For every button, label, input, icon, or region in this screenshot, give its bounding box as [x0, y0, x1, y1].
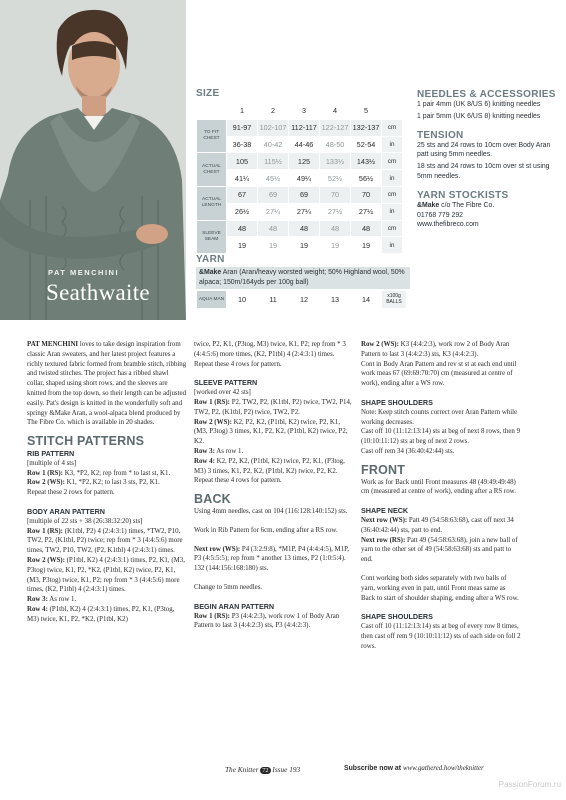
column-3	[361, 340, 521, 652]
neck-row-1	[361, 516, 521, 536]
row-text: (K1tbl, P2) 4 (2:4:3:1) times, *TW2, P10, TW2, P2, (K1tbl, P2) twice; rep from * 3 (4:4:5:6) more times, TW2, P10, TW2, (P2, K1tbl) 4 (2:4:3:1) times.	[27, 527, 183, 555]
table-cell: 48	[289, 220, 320, 237]
front-shoulders-cast-off: Cast off 10 (11:12:13:14) sts at beg of every row 8 times, then cast off rem 9 (10:10:11:12) sts of each side on foll 2 rows.	[361, 623, 521, 650]
size-heading: SIZE	[196, 88, 220, 99]
yarn-balls-cell: 12	[289, 291, 320, 309]
row-label: Row 4:	[194, 457, 215, 465]
tension-1: 25 sts and 24 rows to 10cm over Body Aran patt using 5mm needles.	[417, 141, 551, 159]
yarn-unit: x100g BALLS	[382, 291, 407, 309]
row-label: Row 4:	[27, 605, 48, 613]
rib-multiple: [multiple of 4 sts]	[27, 459, 77, 467]
watermark: PassionForum.ru	[498, 780, 561, 789]
table-cell: 19	[227, 237, 258, 254]
stockist-brand: &Make	[417, 201, 440, 209]
size-col-3: 3	[289, 103, 320, 120]
subscribe-link[interactable]: www.gathered.how/theknitter	[402, 765, 484, 772]
stockists-heading: YARN STOCKISTS	[417, 189, 509, 201]
table-cell: 19	[289, 237, 320, 254]
row-label: Row 1 (RS):	[194, 398, 230, 406]
sleeve-row-4	[194, 457, 354, 477]
yarn-table	[196, 290, 407, 309]
table-cell: 112-117	[289, 119, 320, 136]
shoulders-cast-off: Cast off 10 (11:12:13:14) sts at beg of next 8 rows, then 9 (10:10:11:12) sts at beg of next 2 rows.	[361, 428, 521, 446]
table-cell: 49¼	[289, 170, 320, 187]
tension-2: 18 sts and 24 rows to 10cm over st st using 5mm needles.	[417, 163, 550, 180]
unit-cell: cm	[382, 153, 403, 170]
row-label: Next row (WS):	[194, 545, 241, 553]
yarn-brand: &Make	[199, 269, 222, 276]
row-text: Patt 49 (54:58:63:68), cast off next 34 (36:40:42:44) sts, patt to end.	[361, 516, 514, 534]
body-aran-repeat: Repeat these 4 rows for pattern.	[194, 360, 282, 368]
body-aran-row-1	[27, 527, 187, 556]
stockist-phone: 01768 779 292	[417, 211, 463, 219]
row-label: Row 2 (WS):	[27, 556, 65, 564]
yarn-description	[196, 267, 410, 289]
table-cell: 19	[258, 237, 289, 254]
neck-row-2	[361, 536, 521, 565]
table-cell: 27¼	[289, 203, 320, 220]
row-label: Row 3:	[27, 596, 48, 604]
shape-shoulders-heading: SHAPE SHOULDERS	[361, 397, 433, 407]
table-cell: 36-38	[227, 136, 258, 153]
table-cell: 143½	[351, 153, 382, 170]
row-label: Row 2 (WS):	[27, 479, 65, 487]
table-cell: 48	[351, 220, 382, 237]
sleeve-row-1	[194, 398, 354, 418]
body-aran-row-2	[27, 556, 187, 595]
table-cell: 70	[320, 186, 351, 203]
pattern-title: Seathwaite	[46, 280, 150, 305]
table-cell: 48	[258, 220, 289, 237]
rib-row-1	[27, 469, 187, 479]
size-col-5: 5	[351, 103, 382, 120]
body-aran-continued: twice, P2, K1, (P3tog, M3) twice, K1, P2; rep from * 3 (4:4:5:6) more times, (K2, P1tbl) 4 (2:4:3:1) times.	[194, 341, 346, 358]
back-next-row	[194, 545, 354, 574]
yarn-balls-cell: 10	[227, 291, 258, 309]
yarn-balls-cell: 14	[351, 291, 382, 309]
magazine-name: The Knitter	[225, 765, 259, 774]
column-1	[27, 340, 187, 625]
row-label-sleeve-seam: SLEEVE SEAM	[197, 220, 227, 254]
sleeve-row-3	[194, 447, 354, 457]
yarn-balls-cell: 13	[320, 291, 351, 309]
needles-2: 1 pair 5mm (UK 6/US 8) knitting needles	[417, 112, 541, 120]
shape-neck-heading: SHAPE NECK	[361, 506, 409, 516]
unit-cell: in	[382, 170, 403, 187]
row-label: Row 2 (WS):	[361, 341, 399, 348]
table-cell: 102-107	[258, 119, 289, 136]
row-label: Next row (WS):	[361, 516, 408, 524]
neck-continue: Cont working both sides separately with two balls of yarn, working even in patt, until Front meas same as Back to start of shoulder shaping, ending after a WS row.	[361, 574, 519, 602]
table-cell: 56½	[351, 170, 382, 187]
row-text: K2, P2, K2, (P1tbl, K2) twice, P2, K1, (M3, P3tog) 3 times, K1, P2, K2, (P1tbl, K2) twice, P2, K2.	[194, 418, 348, 446]
back-heading: BACK	[194, 492, 231, 507]
row-text: K2, P2, K2, (P1tbl, K2) twice, P2, K1, (P3tog, M3) 3 times, K1, P2, K2, (P1tbl, K2) twice, P2, K2.	[194, 457, 345, 475]
size-col-4: 4	[320, 103, 351, 120]
intro-text: loves to take design inspiration from classic Aran sweaters, and her latest project features a richly textured fabric formed from bramble stitch, ribbing and twisted stitches. The project has a ribbed shawl collar, shaped using short rows, and the sleeves are knitted from the top down, so their length can be adjusted easily. Pat's design is knitted in the wonderfully soft and springy &Make Aran, a wool-alpaca blend produced by The Fibre Co. which is available in 20 shades.	[27, 341, 187, 427]
back-continue: Cont in Body Aran Pattern and rev st st at each end until work meas 67 (69:69:70:70) cm (measured at centre of work), ending after a WS row.	[361, 360, 517, 388]
yarn-shade-label: AQUA MAN	[197, 291, 227, 309]
table-cell: 45½	[258, 170, 289, 187]
row-label: Row 3:	[194, 447, 215, 455]
stockist-web: www.thefibreco.com	[417, 221, 479, 229]
table-cell: 52-54	[351, 136, 382, 153]
table-cell: 26½	[227, 203, 258, 220]
sleeve-pattern-heading: SLEEVE PATTERN	[194, 378, 258, 388]
row-text: P4 (3:2:9:8), *M1P, P4 (4:4:4:5), M1P, P3 (4:5:5:5); rep from * another 13 times, P2 (1:0:5:4). 132 (144:156:168:180) sts.	[194, 545, 349, 573]
unit-cell: cm	[382, 186, 403, 203]
table-cell: 44-46	[289, 136, 320, 153]
yarn-heading: YARN	[196, 254, 225, 265]
unit-cell: in	[382, 203, 403, 220]
row-text: P3 (4:4:2:3), work row 1 of Body Aran Pattern to last 3 (4:4:2:3) sts, P3 (4:4:2:3).	[194, 612, 340, 630]
row-text: P2, TW2, P2, (K1tbl, P2) twice, TW2, P14, TW2, P2, (K1tbl, P2) twice, TW2, P2.	[194, 398, 352, 416]
subscribe-text: Subscribe now at	[344, 765, 403, 772]
table-cell: 132-137	[351, 119, 382, 136]
magazine-info	[225, 765, 300, 774]
table-cell: 122-127	[320, 119, 351, 136]
body-aran-row-3	[27, 595, 187, 605]
begin-aran-heading: BEGIN ARAN PATTERN	[194, 601, 275, 611]
stitch-patterns-heading: STITCH PATTERNS	[27, 434, 145, 449]
back-change-needles: Change to 5mm needles.	[194, 583, 263, 591]
column-2	[194, 340, 354, 631]
size-col-2: 2	[258, 103, 289, 120]
row-text: As row 1.	[214, 447, 244, 455]
designer-credit: PAT MENCHINI	[48, 268, 120, 277]
table-cell: 27¼	[258, 203, 289, 220]
size-col-1: 1	[227, 103, 258, 120]
needles-1: 1 pair 4mm (UK 8/US 6) knitting needles	[417, 101, 541, 108]
row-label-actual-chest: ACTUAL CHEST	[197, 153, 227, 187]
table-cell: 69	[289, 186, 320, 203]
table-cell: 19	[351, 237, 382, 254]
table-cell: 19	[320, 237, 351, 254]
table-cell: 91-97	[227, 119, 258, 136]
sleeve-multiple: [worked over 42 sts]	[194, 389, 251, 397]
body-aran-row-4	[27, 605, 187, 625]
unit-cell: cm	[382, 220, 403, 237]
shoulders-cast-off-rem: Cast off rem 34 (36:40:42:44) sts.	[361, 447, 455, 455]
unit-cell: in	[382, 237, 403, 254]
table-cell: 52½	[320, 170, 351, 187]
shape-shoulders-front-heading: SHAPE SHOULDERS	[361, 612, 433, 622]
size-table	[196, 102, 403, 254]
row-text: Patt 49 (54:58:63:68), join a new ball of yarn to the other set of 49 (54:58:63:68) sts and patt to end.	[361, 536, 518, 564]
table-cell: 41¼	[227, 170, 258, 187]
row-text: As row 1.	[47, 596, 77, 604]
unit-cell: cm	[382, 119, 403, 136]
rib-pattern-heading: RIB PATTERN	[27, 448, 75, 458]
page-number: 72	[262, 767, 269, 774]
back-cast-on: Using 4mm needles, cast on 104 (116:128:140:152) sts.	[194, 507, 348, 515]
row-label-to-fit-chest: TO FIT CHEST	[197, 119, 227, 153]
body-aran-heading: BODY ARAN PATTERN	[27, 506, 105, 516]
front-text: Work as for Back until Front measures 48 (49:49:49:48) cm (measured at centre of work), ending after a RS row.	[361, 478, 516, 496]
rib-repeat: Repeat these 2 rows for pattern.	[27, 489, 115, 497]
subscribe-line	[344, 765, 484, 772]
body-aran-multiple: [multiple of 22 sts + 38 (26:38:32:20) sts]	[27, 517, 143, 525]
table-cell: 27½	[351, 203, 382, 220]
info-column	[417, 89, 562, 232]
row-text: K3 (4:4:2:3), work row 2 of Body Aran Pattern to last 3 (4:4:2:3) sts, K3 (4:4:2:3).	[361, 341, 510, 358]
stockist-line	[417, 201, 562, 211]
table-cell: 133½	[320, 153, 351, 170]
row-label: Row 1 (RS):	[27, 469, 63, 477]
row-label-actual-length: ACTUAL LENGTH	[197, 186, 227, 220]
row-label: Row 1 (RS):	[194, 612, 230, 620]
row-label: Next row (RS):	[361, 536, 406, 544]
table-cell: 125	[289, 153, 320, 170]
table-cell: 27½	[320, 203, 351, 220]
yarn-desc-text: Aran (Aran/heavy worsted weight; 50% Highland wool, 50% alpaca; 150m/164yds per 100g ball)	[199, 269, 405, 286]
begin-aran-row-2	[361, 340, 521, 360]
back-rib: Work in Rib Pattern for 6cm, ending after a RS row.	[194, 526, 338, 534]
table-cell: 69	[258, 186, 289, 203]
intro-paragraph	[27, 340, 187, 428]
table-cell: 48	[227, 220, 258, 237]
shoulders-note: Note: Keep stitch counts correct over Aran Pattern while working decreases.	[361, 408, 518, 426]
table-cell: 70	[351, 186, 382, 203]
row-text: (P1tbl, K2) 4 (2:4:3:1) times, P2, K1, (M3, P3tog) twice, K1, P2, *K2, (P1tbl, K2) twice, P2, K1, (M3, P3tog) twice, K1, P2; rep from * 3 (4:4:5:6) more times, (K2, P1tbl) 4 (2:4:3:1) times.	[27, 556, 185, 594]
yarn-balls-cell: 11	[258, 291, 289, 309]
rib-row-2	[27, 478, 187, 488]
stockist-name: c/o The Fibre Co.	[439, 201, 495, 209]
row-text: K3, *P2, K2; rep from * to last st, K1.	[62, 469, 171, 477]
table-cell: 67	[227, 186, 258, 203]
row-label: Row 2 (WS):	[194, 418, 232, 426]
model-photo	[0, 0, 186, 320]
intro-name: PAT MENCHINI	[27, 341, 79, 348]
begin-aran-row-1	[194, 612, 354, 632]
table-cell: 48-50	[320, 136, 351, 153]
table-cell: 105	[227, 153, 258, 170]
needles-heading: NEEDLES & ACCESSORIES	[417, 89, 556, 100]
issue-number: Issue 193	[272, 765, 301, 774]
table-cell: 40-42	[258, 136, 289, 153]
tension-heading: TENSION	[417, 129, 464, 141]
row-text: (P1tbl, K2) 4 (2:4:3:1) times, P2, K1, (P3tog, M3) twice, K1, P2, *K2, (P1tbl, K2)	[27, 605, 175, 623]
row-text: K1, *P2, K2; to last 3 sts, P2, K1.	[64, 479, 160, 487]
unit-cell: in	[382, 136, 403, 153]
sleeve-repeat: Repeat these 4 rows for pattern.	[194, 477, 282, 485]
sleeve-row-2	[194, 418, 354, 447]
front-heading: FRONT	[361, 462, 406, 477]
row-label: Row 1 (RS):	[27, 527, 63, 535]
table-cell: 115½	[258, 153, 289, 170]
table-cell: 48	[320, 220, 351, 237]
